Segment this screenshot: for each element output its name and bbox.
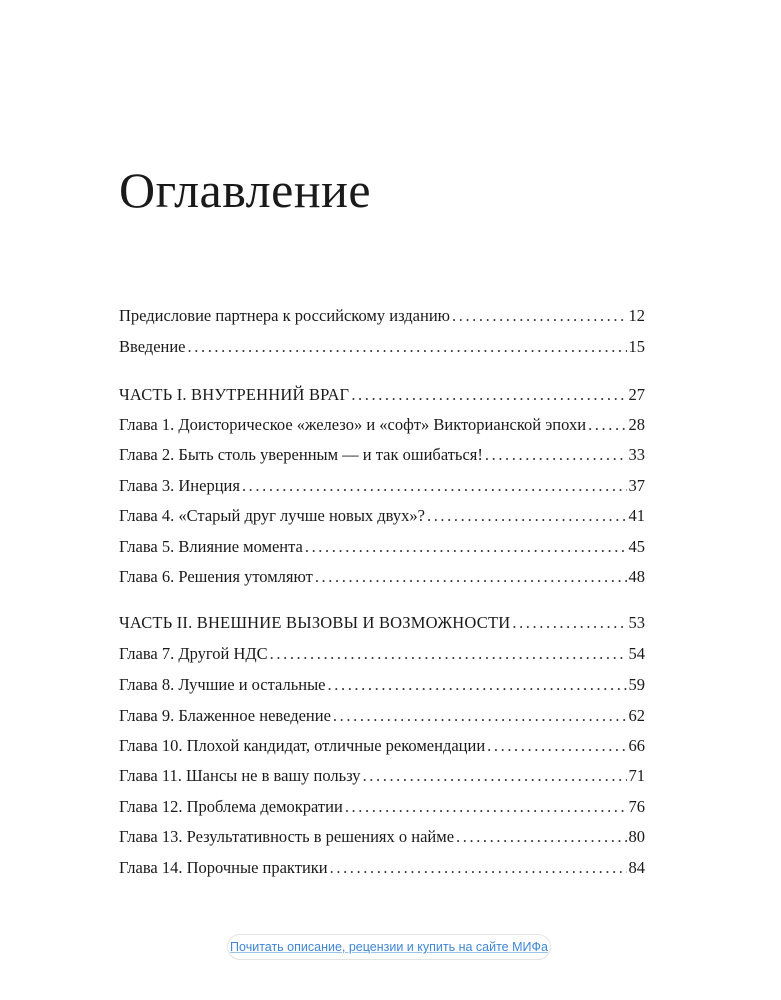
toc-chapter-12	[119, 792, 645, 822]
toc-entry-page: 84	[628, 858, 645, 877]
toc-entry-page: 53	[628, 613, 645, 632]
toc-entry-title: Глава 14. Порочные практики	[119, 858, 328, 877]
toc-entry-title: Глава 5. Влияние момента	[119, 537, 303, 556]
dot-leader	[512, 608, 626, 638]
toc-part-title: ЧАСТЬ I. ВНУТРЕННИЙ ВРАГ	[119, 385, 350, 404]
toc-entry-page: 66	[628, 736, 645, 755]
dot-leader	[328, 670, 627, 700]
dot-leader	[487, 731, 626, 761]
toc-entry-title: Глава 4. «Старый друг лучше новых двух»?	[119, 506, 425, 525]
dot-leader	[333, 701, 627, 731]
dot-leader	[427, 501, 627, 531]
dot-leader	[363, 761, 627, 791]
toc-chapter-13	[119, 822, 645, 852]
toc-entry-page: 37	[628, 476, 645, 495]
dot-leader	[485, 440, 627, 470]
toc-entry-page: 71	[628, 766, 645, 785]
dot-leader	[588, 410, 626, 440]
dot-leader	[188, 332, 627, 362]
dot-leader	[452, 301, 627, 331]
toc-entry-title: Глава 2. Быть столь уверенным — и так ошибаться!	[119, 445, 483, 464]
dot-leader	[330, 853, 627, 883]
toc-entry-title: Глава 8. Лучшие и остальные	[119, 675, 326, 694]
toc-entry-title: Глава 13. Результативность в решениях о найме	[119, 827, 455, 846]
toc-entry-page: 59	[628, 675, 645, 694]
toc-entry-title: Глава 3. Инерция	[119, 476, 240, 495]
dot-leader	[351, 380, 626, 410]
toc-entry-introduction	[119, 332, 645, 362]
toc-entry-title: Предисловие партнера к российскому изданию	[119, 306, 450, 325]
toc-chapter-7	[119, 639, 645, 669]
toc-entry-page: 41	[628, 506, 645, 525]
toc-entry-title: Глава 7. Другой НДС	[119, 644, 268, 663]
dot-leader	[270, 639, 627, 669]
toc-entry-title: Глава 12. Проблема демократии	[119, 797, 343, 816]
toc-entry-title: Глава 11. Шансы не в вашу пользу	[119, 766, 361, 785]
toc-entry-page: 76	[628, 797, 645, 816]
dot-leader	[305, 532, 627, 562]
toc-chapter-8	[119, 670, 645, 700]
toc-entry-title: Глава 10. Плохой кандидат, отличные рекомендации	[119, 736, 486, 755]
mif-store-link[interactable]: Почитать описание, рецензии и купить на сайте МИФа	[227, 934, 551, 960]
toc-entry-title: Глава 9. Блаженное неведение	[119, 706, 331, 725]
toc-entry-page: 27	[628, 385, 645, 404]
toc-entry-title: Глава 1. Доисторическое «железо» и «софт» Викторианской эпохи	[119, 415, 587, 434]
toc-chapter-9	[119, 701, 645, 731]
toc-entry-page: 15	[628, 337, 645, 356]
toc-chapter-4	[119, 501, 645, 531]
toc-part-2	[119, 608, 645, 638]
toc-chapter-14	[119, 853, 645, 883]
toc-entry-page: 54	[628, 644, 645, 663]
toc-part-1	[119, 380, 645, 410]
toc-chapter-6	[119, 562, 645, 592]
toc-entry-page: 62	[628, 706, 645, 725]
dot-leader	[315, 562, 627, 592]
toc-entry-page: 12	[628, 306, 645, 325]
toc-chapter-1	[119, 410, 645, 440]
toc-entry-title: Глава 6. Решения утомляют	[119, 567, 313, 586]
toc-chapter-5	[119, 532, 645, 562]
toc-entry-page: 80	[628, 827, 645, 846]
dot-leader	[345, 792, 627, 822]
toc-entry-page: 45	[628, 537, 645, 556]
page-title: Оглавление	[119, 162, 372, 218]
toc-entry-title: Введение	[119, 337, 186, 356]
toc-part-title: ЧАСТЬ II. ВНЕШНИЕ ВЫЗОВЫ И ВОЗМОЖНОСТИ	[119, 613, 511, 632]
toc-chapter-3	[119, 471, 645, 501]
toc-entry-page: 28	[628, 415, 645, 434]
dot-leader	[456, 822, 626, 852]
toc-chapter-2	[119, 440, 645, 470]
toc-entry-page: 48	[628, 567, 645, 586]
toc-entry-preface	[119, 301, 645, 331]
dot-leader	[242, 471, 627, 501]
toc-chapter-11	[119, 761, 645, 791]
toc-chapter-10	[119, 731, 645, 761]
toc-entry-page: 33	[628, 445, 645, 464]
